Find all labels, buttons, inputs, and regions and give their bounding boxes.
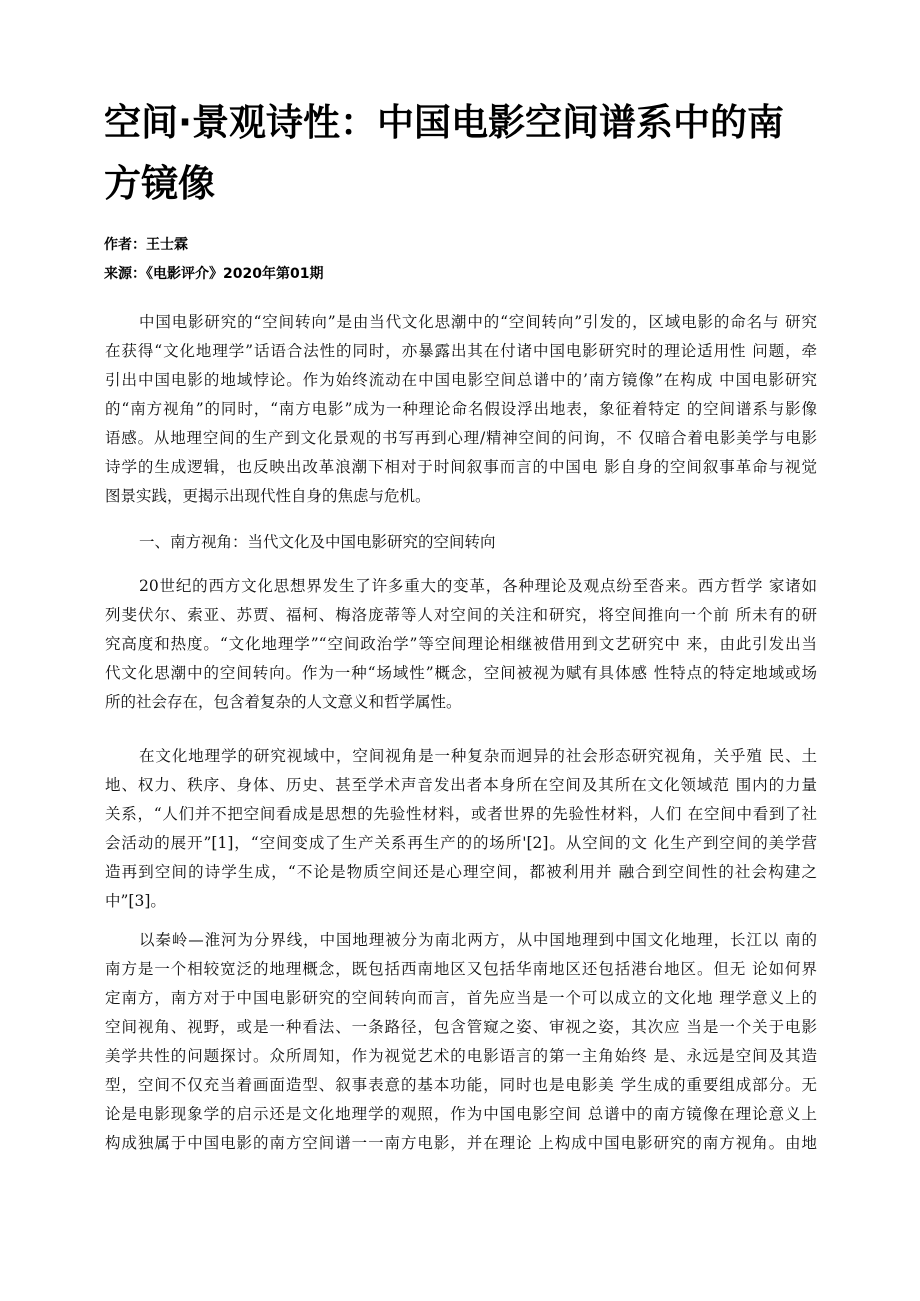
- paragraph-line: 定南方，南方对于中国电影研究的空间转向而言，首先应当是一个可以成立的文化地 理学意义上的: [105, 989, 817, 1007]
- paragraph-line: 美学共性的问题探讨。众所周知，作为视觉艺术的电影语言的第一主角始终 是、永远是空间及其造: [105, 1047, 817, 1065]
- paragraph-line: 究高度和热度。“文化地理学”“空间政治学”等空间理论相继被借用到文艺研究中 来，由此引发出当: [105, 635, 817, 653]
- author-line: 作者：王士霖: [104, 237, 188, 253]
- paragraph-line: 空间视角、视野，或是一种看法、一条路径，包含管窥之姿、审视之姿，其次应 当是一个关于电影: [105, 1018, 817, 1036]
- paragraph-line: 语感。从地理空间的生产到文化景观的书写再到心理/精神空间的问询，不 仅暗合着电影美学与电影: [105, 429, 817, 447]
- paragraph: [105, 926, 817, 1158]
- paragraph-line: 诗学的生成逻辑，也反映出改革浪潮下相对于时间叙事而言的中国电 影自身的空间叙事革命与视觉: [105, 458, 817, 476]
- paragraph: [105, 308, 817, 511]
- paragraph-line: 以秦岭—淮河为分界线，中国地理被分为南北两方，从中国地理到中国文化地理，长江以 南的: [139, 931, 817, 949]
- paragraph-line: 中”[3]。: [105, 892, 166, 910]
- paragraph: [105, 742, 817, 916]
- title-line: 方镜像: [104, 162, 215, 205]
- paragraph-line: 在获得“文化地理学”话语合法性的同时，亦暴露出其在付诸中国电影研究时的理论适用性 问题，牵: [105, 342, 817, 360]
- article-title: [104, 92, 824, 214]
- source-line: 来源：《电影评介》2020年第01期: [104, 266, 324, 282]
- title-line: 空间·景观诗性：中国电影空间谱系中的南: [104, 101, 785, 144]
- paragraph-line: 会活动的展开”[1]，“空间变成了生产关系再生产的的场所'[2]。从空间的文 化生产到空间的美学营: [105, 834, 817, 852]
- paragraph: [105, 572, 817, 717]
- paragraph-line: 关系，“人们并不把空间看成是思想的先验性材料，或者世界的先验性材料，人们 在空间中看到了社: [105, 805, 817, 823]
- paragraph-line: 中国电影研究的“空间转向”是由当代文化思潮中的“空间转向”引发的，区域电影的命名与 研究: [139, 313, 817, 331]
- paragraph-line: 型，空间不仅充当着画面造型、叙事表意的基本功能，同时也是电影美 学生成的重要组成部分。无: [105, 1076, 817, 1094]
- paragraph-line: 引出中国电影的地域悖论。作为始终流动在中国电影空间总谱中的’南方镜像”在构成 中国电影研究: [105, 371, 817, 389]
- paragraph-line: 造再到空间的诗学生成，“不论是物质空间还是心理空间，都被利用并 融合到空间性的社会构建之: [105, 863, 817, 881]
- paragraph-line: 在文化地理学的研究视域中，空间视角是一种复杂而迥异的社会形态研究视角，关乎殖 民、土: [139, 747, 817, 765]
- paragraph-line: 构成独属于中国电影的南方空间谱一一南方电影，并在理论 上构成中国电影研究的南方视角。由地: [105, 1134, 817, 1152]
- paragraph-line: 20世纪的西方文化思想界发生了许多重大的变革，各种理论及观点纷至沓来。西方哲学 家诸如: [139, 577, 817, 595]
- paragraph-line: 所的社会存在，包含着复杂的人文意义和哲学属性。: [105, 693, 462, 711]
- paragraph-line: 的“南方视角”的同时，“南方电影”成为一种理论命名假设浮出地表，象征着特定 的空间谱系与影像: [105, 400, 817, 418]
- paragraph-line: 代文化思潮中的空间转向。作为一种“场域性”概念，空间被视为赋有具体感 性特点的特定地域或场: [105, 664, 817, 682]
- paragraph-line: 列斐伏尔、索亚、苏贾、福柯、梅洛庞蒂等人对空间的关注和研究，将空间推向一个前 所未有的研: [105, 606, 817, 624]
- paragraph-line: 论是电影现象学的启示还是文化地理学的观照，作为中国电影空间 总谱中的南方镜像在理论意义上: [105, 1105, 817, 1123]
- paragraph-line: 地、权力、秩序、身体、历史、甚至学术声音发出者本身所在空间及其所在文化领域范 围内的力量: [105, 776, 817, 794]
- section-heading: 一、南方视角：当代文化及中国电影研究的空间转向: [139, 533, 496, 551]
- paragraph-line: 图景实践，更揭示出现代性自身的焦虑与危机。: [105, 487, 431, 505]
- paragraph-line: 南方是一个相较宽泛的地理概念，既包括西南地区又包括华南地区还包括港台地区。但无 论如何界: [105, 960, 817, 978]
